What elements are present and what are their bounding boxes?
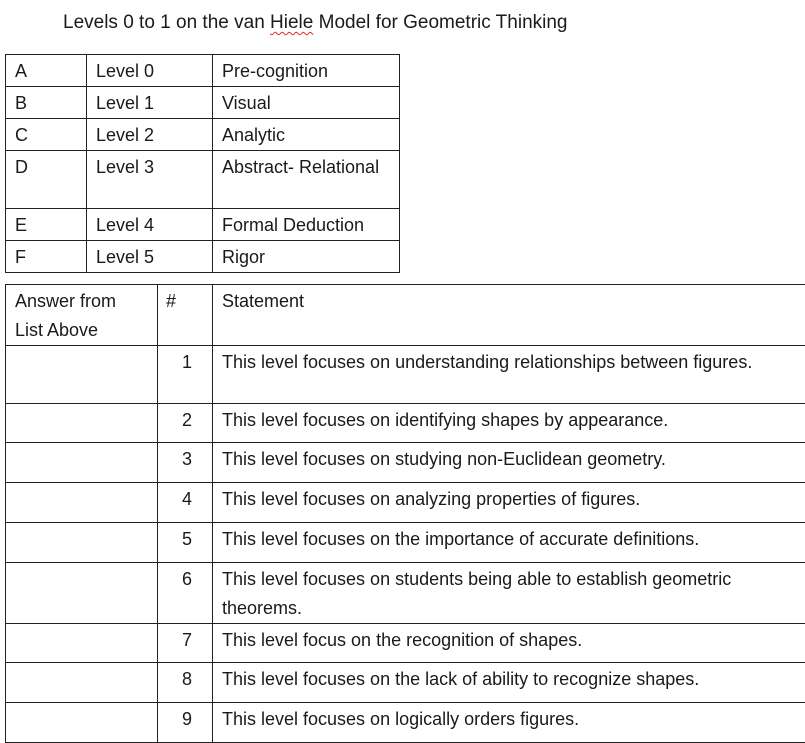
levels-level-cell[interactable]: Level 1 [87,87,213,119]
statements-table [5,284,805,743]
statement-row [6,663,805,703]
statement-text: This level focuses on studying non-Euclidean geometry. [213,443,805,483]
statements-header-row [6,285,805,346]
levels-name-cell[interactable]: Formal Deduction [213,209,400,241]
answer-cell[interactable] [6,346,158,404]
answer-cell[interactable] [6,563,158,624]
levels-letter-cell[interactable]: D [6,151,87,209]
levels-letter-cell[interactable]: F [6,241,87,273]
statement-text: This level focuses on analyzing properties of figures. [213,483,805,523]
levels-letter-cell[interactable]: E [6,209,87,241]
levels-name-cell[interactable]: Abstract- Relational [213,151,400,209]
statement-number: 3 [158,443,213,483]
levels-letter-cell[interactable]: A [6,55,87,87]
statement-text: This level focuses on the importance of accurate definitions. [213,523,805,563]
answer-cell[interactable] [6,483,158,523]
statement-number: 5 [158,523,213,563]
statement-row [6,443,805,483]
levels-level-cell[interactable]: Level 2 [87,119,213,151]
levels-level-cell[interactable]: Level 3 [87,151,213,209]
levels-row [6,241,400,273]
number-column-header: # [158,285,213,346]
levels-level-cell[interactable]: Level 4 [87,209,213,241]
levels-row [6,119,400,151]
statement-row [6,483,805,523]
answer-cell[interactable] [6,624,158,663]
levels-row [6,209,400,241]
statement-text: This level focuses on understanding relationships between figures. [213,346,805,404]
levels-name-cell[interactable]: Analytic [213,119,400,151]
levels-row [6,55,400,87]
levels-level-cell[interactable]: Level 5 [87,241,213,273]
statement-row [6,404,805,443]
statement-text: This level focuses on students being able to establish geometric theorems. [213,563,805,624]
title-spellcheck-word[interactable]: Hiele [270,12,313,33]
statement-text: This level focuses on the lack of ability to recognize shapes. [213,663,805,703]
statement-text: This level focuses on logically orders figures. [213,703,805,743]
levels-letter-cell[interactable]: C [6,119,87,151]
answer-cell[interactable] [6,523,158,563]
statement-number: 7 [158,624,213,663]
statement-number: 1 [158,346,213,404]
answer-cell[interactable] [6,443,158,483]
page-title [63,11,568,35]
answer-cell[interactable] [6,663,158,703]
levels-name-cell[interactable]: Pre-cognition [213,55,400,87]
statement-row [6,523,805,563]
levels-table [5,54,400,273]
levels-level-cell[interactable]: Level 0 [87,55,213,87]
statement-column-header: Statement [213,285,805,346]
statement-number: 2 [158,404,213,443]
levels-name-cell[interactable]: Rigor [213,241,400,273]
levels-row [6,87,400,119]
answer-column-header: Answer from List Above [6,285,158,346]
statement-text: This level focus on the recognition of shapes. [213,624,805,663]
statement-row [6,703,805,743]
statement-number: 9 [158,703,213,743]
statement-number: 6 [158,563,213,624]
statement-row [6,346,805,404]
answer-cell[interactable] [6,703,158,743]
levels-row [6,151,400,209]
statement-number: 4 [158,483,213,523]
levels-name-cell[interactable]: Visual [213,87,400,119]
statement-number: 8 [158,663,213,703]
statement-text: This level focuses on identifying shapes by appearance. [213,404,805,443]
levels-letter-cell[interactable]: B [6,87,87,119]
answer-cell[interactable] [6,404,158,443]
statement-row [6,563,805,624]
statement-row [6,624,805,663]
title-text-start: Levels 0 to 1 on the van [63,12,270,33]
title-text-end: Model for Geometric Thinking [313,12,567,33]
